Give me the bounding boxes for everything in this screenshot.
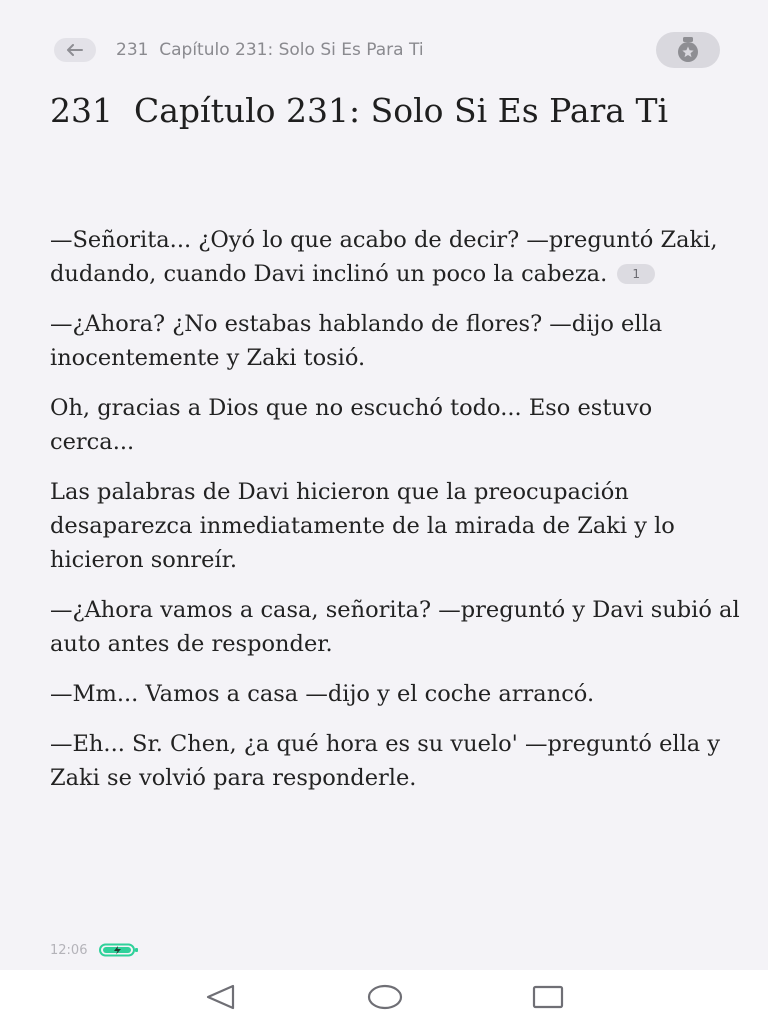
reward-medal-icon [673,35,703,65]
paragraph: —¿Ahora vamos a casa, señorita? —preguntó y Davi subió al auto antes de responder. [50,597,740,657]
paragraph: Las palabras de Davi hicieron que la preocupación desaparezca inmediatamente de la mirada de Zaki y lo hicieron sonreír. [50,479,675,573]
chapter-content [50,223,740,811]
paragraph-text: —Señorita... ¿Oyó lo que acabo de decir? —preguntó Zaki, dudando, cuando Davi inclinó un poco la cabeza. [50,227,718,287]
nav-recents-button[interactable] [528,980,568,1014]
back-button[interactable] [54,38,96,62]
paragraph [50,223,740,291]
nav-back-button[interactable] [200,980,240,1014]
system-navigation-bar [0,970,768,1024]
reader-status-line [50,940,139,960]
reward-button[interactable] [656,32,720,68]
triangle-back-icon [203,983,237,1011]
paragraph: —¿Ahora? ¿No estabas hablando de flores? —dijo ella inocentemente y Zaki tosió. [50,311,663,371]
paragraph: —Mm... Vamos a casa —dijo y el coche arrancó. [50,681,595,707]
header-chapter-title: 231 Capítulo 231: Solo Si Es Para Ti [116,40,424,60]
comment-count-badge[interactable]: 1 [617,264,655,284]
paragraph: —Eh... Sr. Chen, ¿a qué hora es su vuelo' —preguntó ella y Zaki se volvió para responderle. [50,731,721,791]
arrow-left-icon [66,44,84,56]
clock: 12:06 [50,942,88,958]
top-bar [0,0,768,92]
battery-charging-icon [99,943,139,957]
paragraph: Oh, gracias a Dios que no escuchó todo... Eso estuvo cerca... [50,395,653,455]
square-recents-icon [531,983,565,1011]
circle-home-icon [366,983,404,1011]
nav-home-button[interactable] [365,980,405,1014]
chapter-title: 231 Capítulo 231: Solo Si Es Para Ti [50,91,669,130]
